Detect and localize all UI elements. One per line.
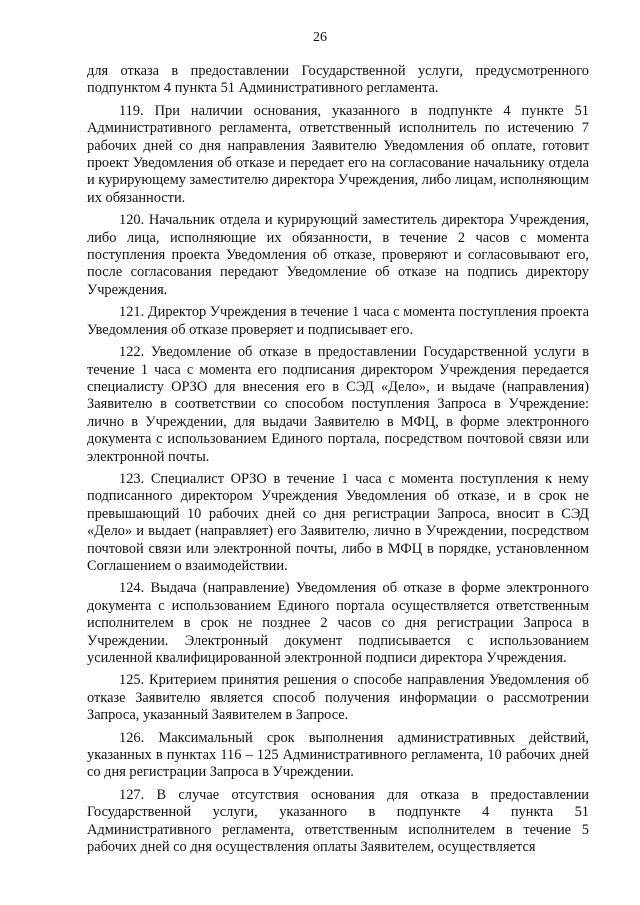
paragraph-121: 121. Директор Учреждения в течение 1 часа с момента поступления проекта Уведомления об отказе проверяет и подписывает его. (87, 304, 589, 338)
paragraph-125: 125. Критерием принятия решения о способе направления Уведомления об отказе Заявителю является способ получения информации о рассмотрении Запроса, указанный Заявителем в Запросе. (87, 672, 589, 724)
paragraph-127: 127. В случае отсутствия основания для отказа в предоставлении Государственной услуги, указанного в подпункте 4 пункта 51 Административного регламента, ответственным исполнителем в течение 5 рабочих дней со дня осуществления оплаты Заявителем, осуществляется (87, 786, 589, 856)
paragraph-126: 126. Максимальный срок выполнения административных действий, указанных в пунктах 116 – 125 Административного регламента, 10 рабочих дней со дня регистрации Запроса в Учреждении. (87, 729, 589, 781)
paragraph-123: 123. Специалист ОРЗО в течение 1 часа с момента поступления к нему подписанного директором Учреждения Уведомления об отказе, и в срок не превышающий 10 рабочих дней со дня регистрации Запроса, вносит в СЭД «Дело» и выдает (направляет) его Заявителю, лично в Учреждении, посредством почтовой связи или электронной почты, либо в МФЦ в порядке, установленном Соглашением о взаимодействии. (87, 470, 589, 574)
paragraph-124: 124. Выдача (направление) Уведомления об отказе в форме электронного документа с использованием Единого портала осуществляется ответственным исполнителем в срок не позднее 2 часов со дня регистрации Запроса в Учреждении. Электронный документ подписывается с использованием усиленной квалифицированной электронной подписи директора Учреждения. (87, 580, 589, 666)
paragraph-continuation: для отказа в предоставлении Государственной услуги, предусмотренного подпунктом 4 пункта 51 Административного регламента. (87, 63, 589, 97)
paragraph-119: 119. При наличии основания, указанного в подпункте 4 пункте 51 Административного регламента, ответственный исполнитель по истечению 7 рабочих дней со дня направления Заявителю Уведомления об оплате, готовит проект Уведомления об отказе и передает его на согласование начальнику отдела и курирующему заместителю директора Учреждения, либо лицам, исполняющим их обязанности. (87, 102, 589, 206)
document-body (87, 63, 589, 856)
page-number: 26 (313, 30, 327, 45)
paragraph-122: 122. Уведомление об отказе в предоставлении Государственной услуги в течение 1 часа с момента его подписания директором Учреждения передается специалисту ОРЗО для внесения его в СЭД «Дело», и выдаче (направления) Заявителю в соответствии со способом поступления Запроса в Учреждение: лично в Учреждении, для выдачи Заявителю в МФЦ, в форме электронного документа с использованием Единого портала, посредством почтовой связи или электронной почты. (87, 344, 589, 465)
paragraph-120: 120. Начальник отдела и курирующий заместитель директора Учреждения, либо лица, исполняющие их обязанности, в течение 2 часов с момента поступления проекта Уведомления об отказе, проверяют и согласовывают его, после согласования передают Уведомление об отказе на подпись директору Учреждения. (87, 212, 589, 298)
